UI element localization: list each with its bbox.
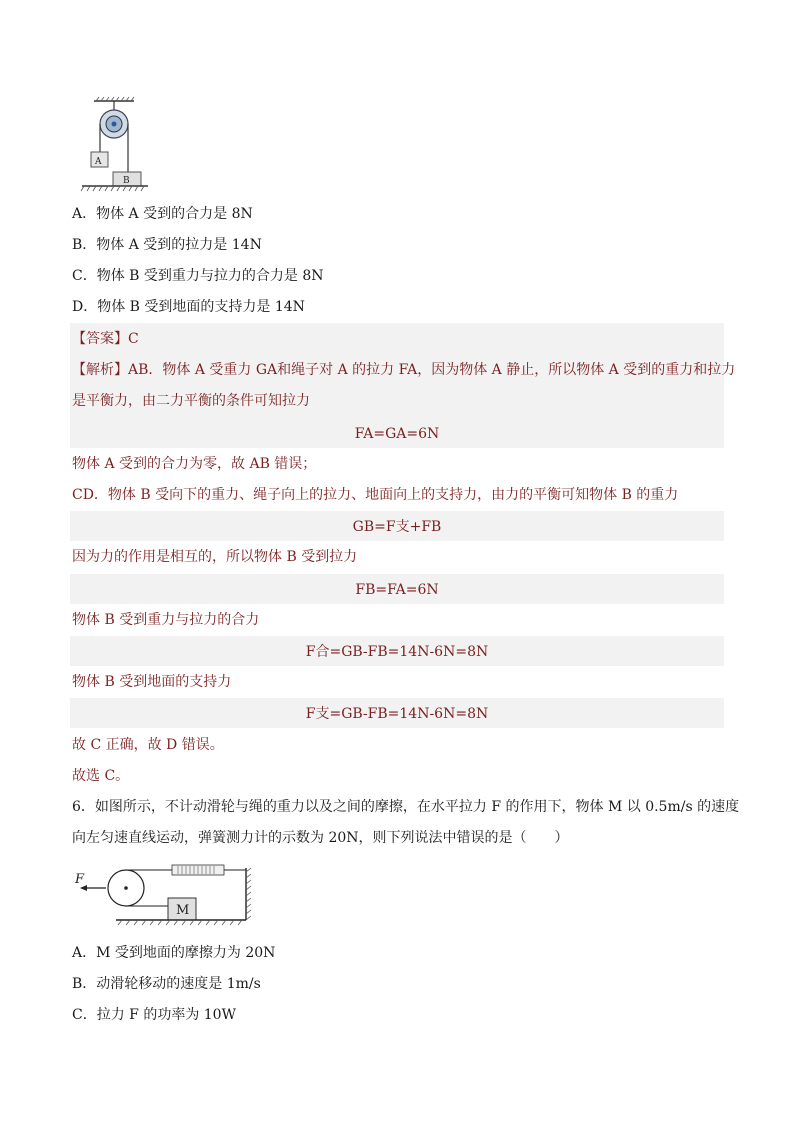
- analysis-text-3: 因为力的作用是相互的，所以物体 B 受到拉力: [72, 549, 358, 565]
- equation-4: F合=GB-FB=14N-6N=8N: [305, 644, 489, 660]
- q6-option-a: A．M 受到地面的摩擦力为 20N: [72, 945, 276, 961]
- equation-3: FB=FA=6N: [355, 582, 439, 598]
- answer-label: 【答案】C: [72, 331, 139, 347]
- analysis-line-1: 【解析】AB．物体 A 受重力 GA和绳子对 A 的拉力 FA，因为物体 A 静止，所以物体 A 受到的重力和拉力: [72, 362, 736, 378]
- analysis-text-6: 故 C 正确，故 D 错误。: [72, 737, 224, 753]
- q6-stem-line-1: 6．如图所示，不计动滑轮与绳的重力以及之间的摩擦，在水平拉力 F 的作用下，物体 M 以 0.5m/s 的速度: [72, 799, 740, 815]
- q5-option-d: D．物体 B 受到地面的支持力是 14N: [72, 299, 305, 315]
- q6-option-b: B．动滑轮移动的速度是 1m/s: [72, 976, 261, 992]
- block-a-label: A: [95, 157, 102, 167]
- q6-option-c: C．拉力 F 的功率为 10W: [72, 1007, 236, 1023]
- q6-stem-line-2: 向左匀速直线运动，弹簧测力计的示数为 20N，则下列说法中错误的是（ ）: [72, 830, 569, 846]
- block-b-label: B: [123, 176, 130, 186]
- equation-1: FA=GA=6N: [354, 426, 440, 442]
- q5-option-b: B．物体 A 受到的拉力是 14N: [72, 237, 262, 253]
- analysis-text-1: 物体 A 受到的合力为零，故 AB 错误；: [72, 456, 317, 472]
- analysis-text-7: 故选 C。: [72, 768, 130, 784]
- analysis-text-4: 物体 B 受到重力与拉力的合力: [72, 612, 260, 628]
- block-m-label: M: [176, 903, 190, 918]
- force-f-label: F: [75, 872, 85, 887]
- analysis-text-5: 物体 B 受到地面的支持力: [72, 674, 232, 690]
- equation-5: F支=GB-FB=14N-6N=8N: [305, 706, 489, 722]
- spring-scale-figure: [72, 858, 257, 928]
- analysis-text-2: CD．物体 B 受向下的重力、绳子向上的拉力、地面向上的支持力，由力的平衡可知物体 B 的重力: [72, 487, 679, 503]
- q5-option-a: A．物体 A 受到的合力是 8N: [72, 206, 253, 222]
- analysis-line-2: 是平衡力，由二力平衡的条件可知拉力: [72, 393, 310, 409]
- pulley-figure: [80, 96, 150, 194]
- q5-option-c: C．物体 B 受到重力与拉力的合力是 8N: [72, 268, 324, 284]
- equation-2: GB=F支+FB: [352, 519, 442, 535]
